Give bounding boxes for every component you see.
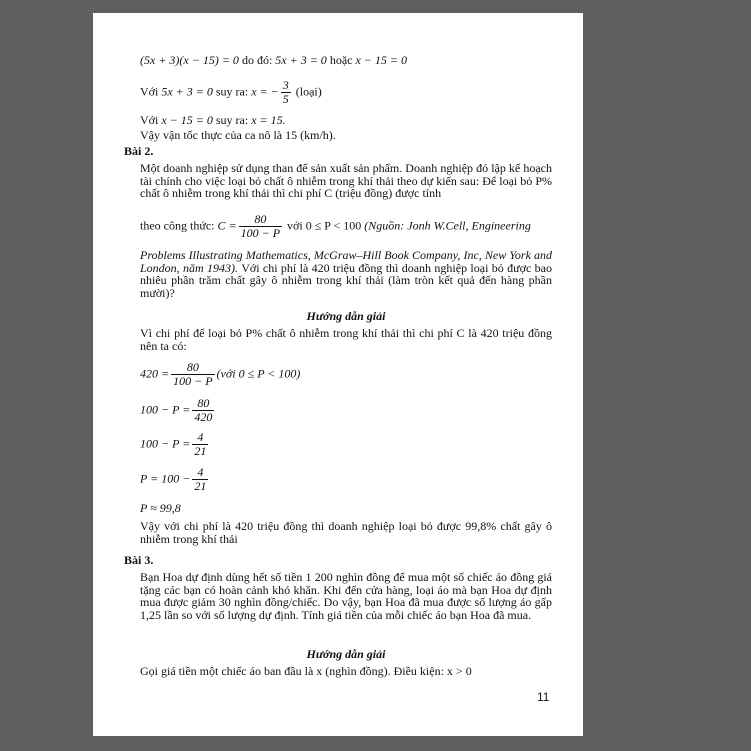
fraction (192, 397, 214, 424)
equation: x = − (251, 84, 279, 99)
exercise-title: Bài 3. (124, 553, 154, 567)
equation: 100 − P = (140, 436, 191, 451)
text: theo công thức: (140, 218, 218, 233)
equation: P = 100 − (140, 471, 191, 486)
denominator: 21 (194, 444, 207, 458)
denominator: 21 (194, 479, 207, 493)
equation: 100 − P = (140, 402, 191, 417)
numerator: 80 (192, 397, 214, 411)
numerator: 4 (192, 431, 208, 445)
source-citation: Problems Illustrating Mathematics, McGraw–Hill Book Company, Inc, New York and London, năm 1943). (140, 248, 552, 275)
text: Với chi phí là 420 triệu đồng thì doanh nghiệp loại bỏ được bao nhiêu phần trăm chất gây ô nhiễm trong khí thải (làm tròn kết quả đến hàng phần mười)? (140, 260, 552, 300)
denominator: 100 − P (173, 374, 213, 388)
fraction (171, 361, 214, 388)
equation: x = 15. (251, 113, 286, 127)
page-number: 11 (537, 690, 550, 704)
denominator: 5 (282, 92, 289, 106)
fraction (192, 431, 208, 458)
solution-step (140, 397, 216, 424)
text: với 0 ≤ P < 100 (284, 218, 362, 233)
conclusion-paragraph: Vậy với chi phí là 420 triệu đồng thì doanh nghiệp loại bỏ được 99,8% chất gây ô nhiễm trong khí thải (140, 519, 552, 546)
equation-line (140, 113, 286, 128)
numerator: 80 (239, 213, 282, 227)
condition: (với 0 ≤ P < 100) (216, 366, 301, 381)
equation: C = (217, 218, 237, 233)
solution-heading: Hướng dẫn giải (306, 309, 386, 323)
solution-paragraph: Vì chi phí để loại bỏ P% chất ô nhiễm trong khí thải thì chi phí C là 420 triệu đồng nên ta có: (140, 326, 552, 353)
equation: 5x + 3 = 0 (275, 53, 327, 67)
source-citation: (Nguồn: Jonh W.Cell, Engineering (361, 218, 531, 233)
fraction (239, 213, 282, 240)
text: suy ra: (212, 113, 252, 127)
equation-line (140, 53, 407, 68)
equation: 5x + 3 = 0 (161, 84, 213, 99)
problem-paragraph: Bạn Hoa dự định dùng hết số tiền 1 200 nghìn đồng để mua một số chiếc áo đồng giá tặng các bạn có hoàn cảnh khó khăn. Khi đến cửa hàng, loại áo mà bạn Hoa dự định mua được giảm 30 nghìn đồng/chiếc. Do vậy, bạn Hoa đã mua được số lượng áo gấp 1,25 lần so với số lượng dự định. Tính giá tiền của mỗi chiếc áo bạn Hoa đã mua. (140, 570, 552, 622)
text: Với (140, 113, 162, 127)
document-page (93, 13, 583, 736)
numerator: 3 (282, 78, 289, 92)
equation-line (140, 79, 322, 106)
solution-step: P ≈ 99,8 (140, 501, 181, 515)
text: suy ra: (212, 84, 252, 99)
equation: 420 = (140, 366, 170, 381)
text-line: Vậy vận tốc thực của ca nô là 15 (km/h). (140, 128, 336, 142)
solution-step (140, 431, 210, 458)
denominator: 100 − P (240, 226, 281, 240)
solution-step (140, 361, 300, 388)
text: (loại) (292, 84, 322, 99)
text: Với (140, 84, 162, 99)
equation: (5x + 3)(x − 15) = 0 (140, 53, 239, 67)
solution-paragraph: Gọi giá tiền một chiếc áo ban đầu là x (nghìn đồng). Điều kiện: x > 0 (140, 664, 472, 678)
numerator: 80 (171, 361, 214, 375)
denominator: 420 (194, 410, 213, 424)
fraction (192, 466, 208, 493)
solution-heading: Hướng dẫn giải (306, 647, 386, 661)
problem-paragraph (140, 249, 552, 299)
formula-line (140, 213, 531, 240)
equation: x − 15 = 0 (355, 53, 407, 67)
text: hoặc (326, 53, 356, 67)
exercise-title: Bài 2. (124, 144, 154, 158)
numerator: 4 (192, 466, 208, 480)
text: do đó: (238, 53, 276, 67)
equation: x − 15 = 0 (161, 113, 213, 127)
problem-paragraph: Một doanh nghiệp sử dụng than để sản xuất sản phẩm. Doanh nghiệp đó lập kế hoạch tài chính cho việc loại bỏ chất ô nhiễm trong khí thải theo dự kiến sau: Để loại bỏ P% chất ô nhiễm trong khí thải thì chi phí C (triệu đồng) được tính (140, 161, 552, 201)
solution-step (140, 466, 210, 493)
fraction (281, 79, 291, 106)
